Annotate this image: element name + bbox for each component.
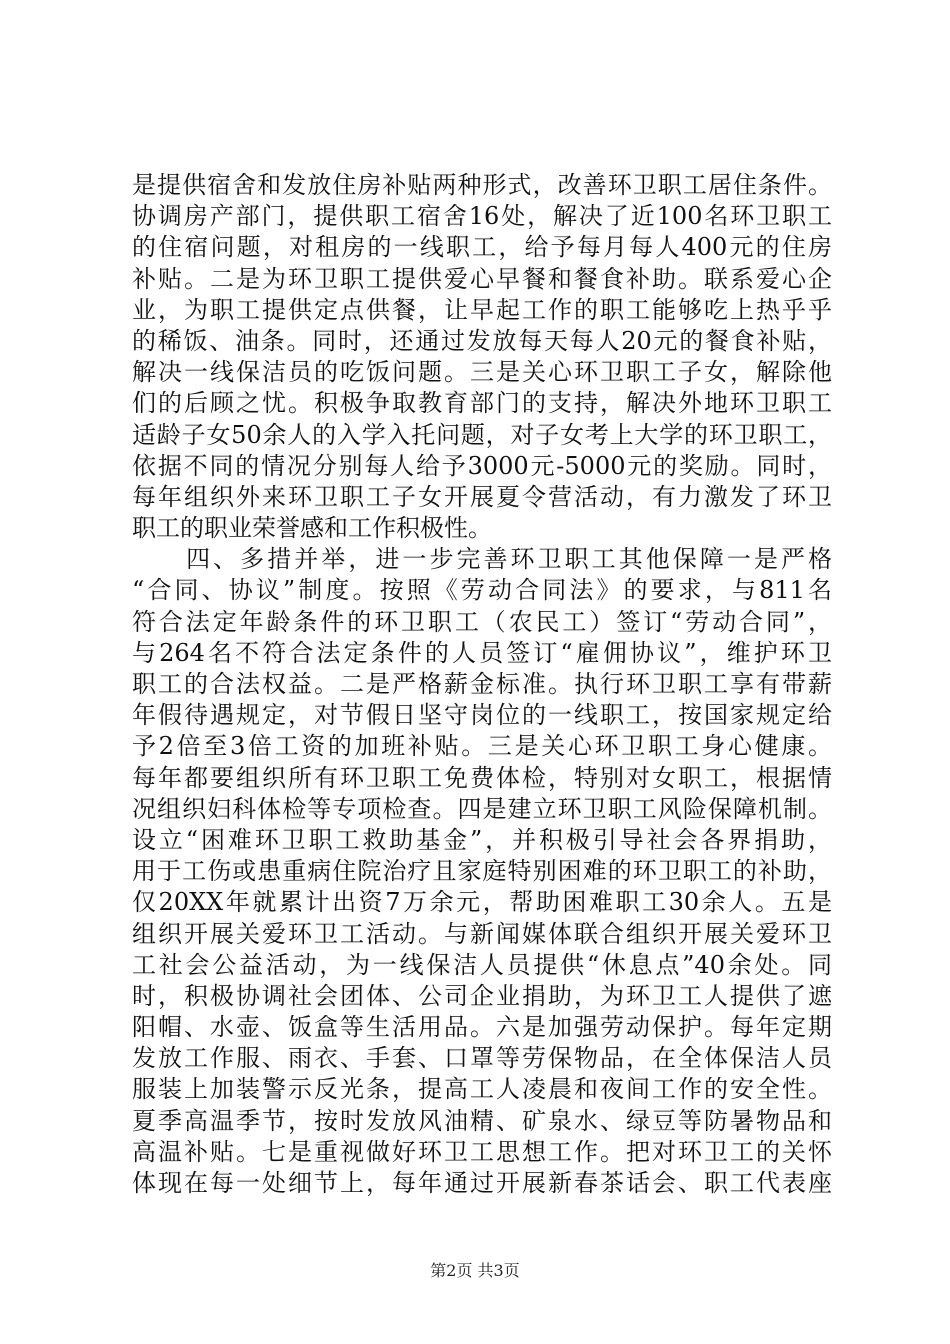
text-line: “合同、协议”制度。按照《劳动合同法》的要求，与811名: [132, 576, 832, 605]
text-line: 业，为职工提供定点供餐，让早起工作的职工能够吃上热乎乎: [132, 295, 832, 324]
text-line: 解决一线保洁员的吃饭问题。三是关心环卫职工子女，解除他: [132, 358, 832, 387]
text-line: 体现在每一处细节上，每年通过开展新春茶话会、职工代表座: [132, 1169, 832, 1197]
text-line: 每年都要组织所有环卫职工免费体检，特别对女职工，根据情: [132, 763, 832, 792]
text-line: 阳帽、水壶、饭盒等生活用品。六是加强劳动保护。每年定期: [132, 1013, 832, 1042]
text-line: 协调房产部门，提供职工宿舍16处，解决了近100名环卫职工: [132, 202, 832, 231]
text-line: 设立“困难环卫职工救助基金”，并积极引导社会各界捐助，: [132, 825, 832, 854]
text-line: 用于工伤或患重病住院治疗且家庭特别困难的环卫职工的补助，: [132, 857, 832, 886]
text-line: 四、多措并举，进一步完善环卫职工其他保障一是严格: [132, 545, 832, 574]
text-line: 的稀饭、油条。同时，还通过发放每天每人20元的餐食补贴，: [132, 326, 832, 355]
text-line: 夏季高温季节，按时发放风油精、矿泉水、绿豆等防暑物品和: [132, 1106, 832, 1135]
text-line: 予2倍至3倍工资的加班补贴。三是关心环卫职工身心健康。: [132, 732, 832, 761]
text-line: 服装上加装警示反光条，提高工人凌晨和夜间工作的安全性。: [132, 1075, 832, 1104]
text-line: 发放工作服、雨衣、手套、口罩等劳保物品，在全体保洁人员: [132, 1044, 832, 1073]
text-line: 补贴。二是为环卫职工提供爱心早餐和餐食补助。联系爱心企: [132, 264, 832, 293]
text-line: 们的后顾之忧。积极争取教育部门的支持，解决外地环卫职工: [132, 389, 832, 418]
text-line: 况组织妇科体检等专项检查。四是建立环卫职工风险保障机制。: [132, 794, 832, 823]
text-line: 每年组织外来环卫职工子女开展夏令营活动，有力激发了环卫: [132, 482, 832, 511]
page-number-footer: 第2页 共3页: [430, 1261, 520, 1280]
text-line: 高温补贴。七是重视做好环卫工思想工作。把对环卫工的关怀: [132, 1137, 832, 1166]
text-line: 职工的职业荣誉感和工作积极性。: [132, 514, 492, 543]
text-line: 是提供宿舍和发放住房补贴两种形式，改善环卫职工居住条件。: [132, 171, 832, 199]
text-line: 组织开展关爱环卫工活动。与新闻媒体联合组织开展关爱环卫: [132, 919, 832, 948]
body-text: [132, 170, 832, 1199]
text-line: 仅20XX年就累计出资7万余元，帮助困难职工30余人。五是: [132, 888, 832, 917]
text-line: 适龄子女50余人的入学入托问题，对子女考上大学的环卫职工，: [132, 420, 832, 449]
text-line: 与264名不符合法定条件的人员签订“雇佣协议”，维护环卫: [132, 638, 832, 667]
text-line: 职工的合法权益。二是严格薪金标准。执行环卫职工享有带薪: [132, 670, 832, 698]
text-line: 的住宿问题，对租房的一线职工，给予每月每人400元的住房: [132, 233, 832, 262]
text-line: 依据不同的情况分别每人给予3000元-5000元的奖励。同时，: [132, 451, 832, 480]
text-line: 符合法定年龄条件的环卫职工（农民工）签订“劳动合同”，: [132, 607, 832, 636]
text-line: 年假待遇规定，对节假日坚守岗位的一线职工，按国家规定给: [132, 701, 832, 730]
text-line: 工社会公益活动，为一线保洁人员提供“休息点”40余处。同: [132, 950, 832, 979]
text-line: 时，积极协调社会团体、公司企业捐助，为环卫工人提供了遮: [132, 981, 832, 1010]
